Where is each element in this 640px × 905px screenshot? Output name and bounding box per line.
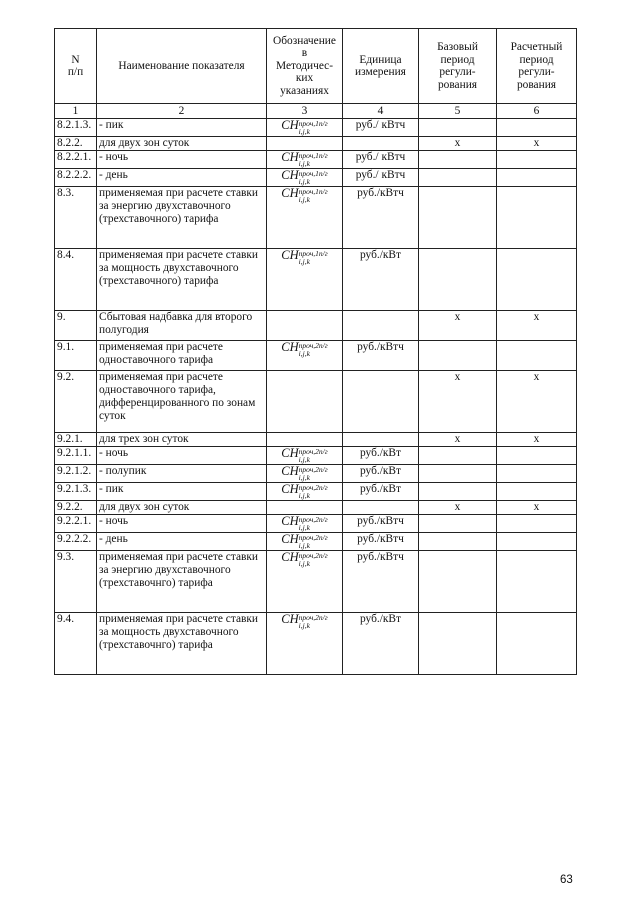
symbol-base: CH <box>281 550 299 564</box>
table-row <box>55 483 577 501</box>
unit-of-measure: руб./кВтч <box>343 341 419 371</box>
column-number: 3 <box>267 104 343 119</box>
unit-of-measure: руб./кВтч <box>343 187 419 249</box>
column-number: 6 <box>497 104 577 119</box>
row-number: 9.3. <box>55 551 97 613</box>
symbol-cell <box>267 341 343 371</box>
table-row <box>55 249 577 311</box>
symbol-superscript: проч,1п/г <box>298 187 328 196</box>
symbol-superscript: проч,2п/г <box>298 447 328 456</box>
calc-period-value: x <box>497 433 577 447</box>
indicator-name: применяемая при расчете ставки за мощность двухставочного (трехставочнго) тарифа <box>97 613 267 675</box>
unit-of-measure: руб./кВтч <box>343 515 419 533</box>
table-row <box>55 613 577 675</box>
unit-of-measure: руб./кВт <box>343 613 419 675</box>
symbol-base: CH <box>281 248 299 262</box>
base-period-value <box>419 515 497 533</box>
calc-period-value <box>497 187 577 249</box>
base-period-value: x <box>419 501 497 515</box>
unit-of-measure: руб./кВтч <box>343 533 419 551</box>
row-number: 9.2.1. <box>55 433 97 447</box>
method-symbol <box>281 533 327 550</box>
row-number: 8.2.1.3. <box>55 119 97 137</box>
row-number: 8.2.2.2. <box>55 169 97 187</box>
table-row <box>55 465 577 483</box>
page-number: 63 <box>560 874 573 886</box>
method-symbol <box>281 169 327 186</box>
symbol-base: CH <box>281 464 299 478</box>
row-number: 9.2. <box>55 371 97 433</box>
row-number: 9. <box>55 311 97 341</box>
row-number: 9.2.2. <box>55 501 97 515</box>
base-period-value: x <box>419 433 497 447</box>
symbol-superscript: проч,1п/г <box>298 169 328 178</box>
indicator-name: - ночь <box>97 151 267 169</box>
symbol-superscript: проч,2п/г <box>298 341 328 350</box>
unit-of-measure <box>343 137 419 151</box>
calc-period-value <box>497 249 577 311</box>
table-row <box>55 433 577 447</box>
symbol-superscript: проч,2п/г <box>298 613 328 622</box>
unit-of-measure: руб./кВт <box>343 465 419 483</box>
table-row <box>55 169 577 187</box>
method-symbol <box>281 341 327 358</box>
method-symbol <box>281 151 327 168</box>
unit-of-measure <box>343 433 419 447</box>
symbol-superscript: проч,2п/г <box>298 465 328 474</box>
column-number: 4 <box>343 104 419 119</box>
symbol-cell <box>267 311 343 341</box>
unit-of-measure: руб./кВт <box>343 249 419 311</box>
indicator-name: - пик <box>97 483 267 501</box>
calc-period-value: x <box>497 311 577 341</box>
column-number: 5 <box>419 104 497 119</box>
indicator-name: применяемая при расчете ставки за энергию двухставочного (трехставочного) тарифа <box>97 187 267 249</box>
symbol-cell <box>267 371 343 433</box>
base-period-value <box>419 119 497 137</box>
table-row <box>55 551 577 613</box>
symbol-subscript: i,j,k <box>298 523 310 532</box>
symbol-cell <box>267 187 343 249</box>
symbol-cell <box>267 433 343 447</box>
calc-period-value <box>497 341 577 371</box>
symbol-superscript: проч,2п/г <box>298 551 328 560</box>
calc-period-value: x <box>497 371 577 433</box>
base-period-value <box>419 613 497 675</box>
method-symbol <box>281 447 327 464</box>
unit-of-measure: руб./ кВтч <box>343 119 419 137</box>
base-period-value <box>419 447 497 465</box>
row-number: 8.4. <box>55 249 97 311</box>
base-period-value <box>419 341 497 371</box>
header-name: Наименование показателя <box>97 29 267 104</box>
table-row <box>55 119 577 137</box>
row-number: 8.3. <box>55 187 97 249</box>
base-period-value: x <box>419 311 497 341</box>
header-base-period: Базовый период регули- рования <box>419 29 497 104</box>
symbol-base: CH <box>281 168 299 182</box>
symbol-cell <box>267 533 343 551</box>
calc-period-value <box>497 483 577 501</box>
unit-of-measure <box>343 371 419 433</box>
symbol-base: CH <box>281 482 299 496</box>
table-row <box>55 371 577 433</box>
table-row <box>55 447 577 465</box>
calc-period-value <box>497 151 577 169</box>
indicator-name: - ночь <box>97 515 267 533</box>
method-symbol <box>281 483 327 500</box>
symbol-cell <box>267 119 343 137</box>
symbol-cell <box>267 447 343 465</box>
symbol-base: CH <box>281 532 299 546</box>
symbol-cell <box>267 137 343 151</box>
symbol-base: CH <box>281 340 299 354</box>
table-row <box>55 533 577 551</box>
base-period-value <box>419 187 497 249</box>
method-symbol <box>281 613 327 630</box>
indicator-name: - день <box>97 169 267 187</box>
symbol-subscript: i,j,k <box>298 559 310 568</box>
symbol-subscript: i,j,k <box>298 491 310 500</box>
symbol-superscript: проч,1п/г <box>298 249 328 258</box>
table-body <box>55 119 577 675</box>
indicator-name: применяемая при расчете одноставочного тарифа, дифференцированного по зонам суток <box>97 371 267 433</box>
indicator-name: - полупик <box>97 465 267 483</box>
table-row <box>55 187 577 249</box>
table-row <box>55 151 577 169</box>
symbol-subscript: i,j,k <box>298 195 310 204</box>
row-number: 9.2.1.1. <box>55 447 97 465</box>
symbol-base: CH <box>281 186 299 200</box>
indicator-name: для двух зон суток <box>97 137 267 151</box>
symbol-subscript: i,j,k <box>298 177 310 186</box>
indicators-table <box>54 28 577 675</box>
table-row <box>55 515 577 533</box>
header-calc-period: Расчетный период регули- рования <box>497 29 577 104</box>
base-period-value: x <box>419 137 497 151</box>
base-period-value: x <box>419 371 497 433</box>
symbol-subscript: i,j,k <box>298 257 310 266</box>
indicator-name: применяемая при расчете ставки за мощность двухставочного (трехставочного) тарифа <box>97 249 267 311</box>
symbol-base: CH <box>281 612 299 626</box>
symbol-subscript: i,j,k <box>298 159 310 168</box>
symbol-superscript: проч,2п/г <box>298 483 328 492</box>
method-symbol <box>281 187 327 204</box>
row-number: 9.2.1.2. <box>55 465 97 483</box>
calc-period-value: x <box>497 501 577 515</box>
symbol-cell <box>267 465 343 483</box>
unit-of-measure <box>343 311 419 341</box>
symbol-cell <box>267 551 343 613</box>
header-unit: Единица измерения <box>343 29 419 104</box>
unit-of-measure: руб./ кВтч <box>343 169 419 187</box>
table-row <box>55 341 577 371</box>
calc-period-value <box>497 465 577 483</box>
indicator-name: - пик <box>97 119 267 137</box>
symbol-subscript: i,j,k <box>298 473 310 482</box>
column-number: 1 <box>55 104 97 119</box>
header-symbol: Обозначение в Методичес- ких указаниях <box>267 29 343 104</box>
indicator-name: для трех зон суток <box>97 433 267 447</box>
symbol-cell <box>267 151 343 169</box>
indicator-name: - ночь <box>97 447 267 465</box>
row-number: 9.2.2.1. <box>55 515 97 533</box>
row-number: 8.2.2.1. <box>55 151 97 169</box>
symbol-base: CH <box>281 150 299 164</box>
column-number: 2 <box>97 104 267 119</box>
base-period-value <box>419 551 497 613</box>
symbol-subscript: i,j,k <box>298 127 310 136</box>
header-num: N п/п <box>55 29 97 104</box>
calc-period-value <box>497 119 577 137</box>
table-row <box>55 137 577 151</box>
row-number: 9.4. <box>55 613 97 675</box>
calc-period-value <box>497 447 577 465</box>
symbol-cell <box>267 249 343 311</box>
symbol-cell <box>267 501 343 515</box>
base-period-value <box>419 533 497 551</box>
row-number: 9.1. <box>55 341 97 371</box>
calc-period-value <box>497 515 577 533</box>
symbol-cell <box>267 515 343 533</box>
unit-of-measure: руб./кВт <box>343 447 419 465</box>
calc-period-value <box>497 613 577 675</box>
indicator-name: Сбытовая надбавка для второго полугодия <box>97 311 267 341</box>
symbol-superscript: проч,2п/г <box>298 533 328 542</box>
table-row <box>55 501 577 515</box>
indicator-name: применяемая при расчете одноставочного тарифа <box>97 341 267 371</box>
unit-of-measure: руб./кВт <box>343 483 419 501</box>
method-symbol <box>281 551 327 568</box>
symbol-subscript: i,j,k <box>298 541 310 550</box>
symbol-superscript: проч,1п/г <box>298 151 328 160</box>
unit-of-measure: руб./ кВтч <box>343 151 419 169</box>
calc-period-value <box>497 169 577 187</box>
symbol-base: CH <box>281 514 299 528</box>
row-number: 9.2.2.2. <box>55 533 97 551</box>
calc-period-value <box>497 533 577 551</box>
indicator-name: для двух зон суток <box>97 501 267 515</box>
base-period-value <box>419 151 497 169</box>
base-period-value <box>419 465 497 483</box>
symbol-cell <box>267 169 343 187</box>
method-symbol <box>281 249 327 266</box>
header-row <box>55 29 577 104</box>
base-period-value <box>419 483 497 501</box>
base-period-value <box>419 169 497 187</box>
symbol-subscript: i,j,k <box>298 455 310 464</box>
symbol-cell <box>267 613 343 675</box>
indicator-name: применяемая при расчете ставки за энергию двухставочного (трехставочнго) тарифа <box>97 551 267 613</box>
symbol-superscript: проч,2п/г <box>298 515 328 524</box>
base-period-value <box>419 249 497 311</box>
calc-period-value: x <box>497 137 577 151</box>
symbol-subscript: i,j,k <box>298 621 310 630</box>
indicator-name: - день <box>97 533 267 551</box>
symbol-subscript: i,j,k <box>298 349 310 358</box>
row-number: 9.2.1.3. <box>55 483 97 501</box>
symbol-base: CH <box>281 446 299 460</box>
method-symbol <box>281 119 327 136</box>
column-number-row <box>55 104 577 119</box>
unit-of-measure <box>343 501 419 515</box>
symbol-base: CH <box>281 118 299 132</box>
table-row <box>55 311 577 341</box>
calc-period-value <box>497 551 577 613</box>
symbol-cell <box>267 483 343 501</box>
symbol-superscript: проч,1п/г <box>298 119 328 128</box>
method-symbol <box>281 515 327 532</box>
method-symbol <box>281 465 327 482</box>
row-number: 8.2.2. <box>55 137 97 151</box>
unit-of-measure: руб./кВтч <box>343 551 419 613</box>
